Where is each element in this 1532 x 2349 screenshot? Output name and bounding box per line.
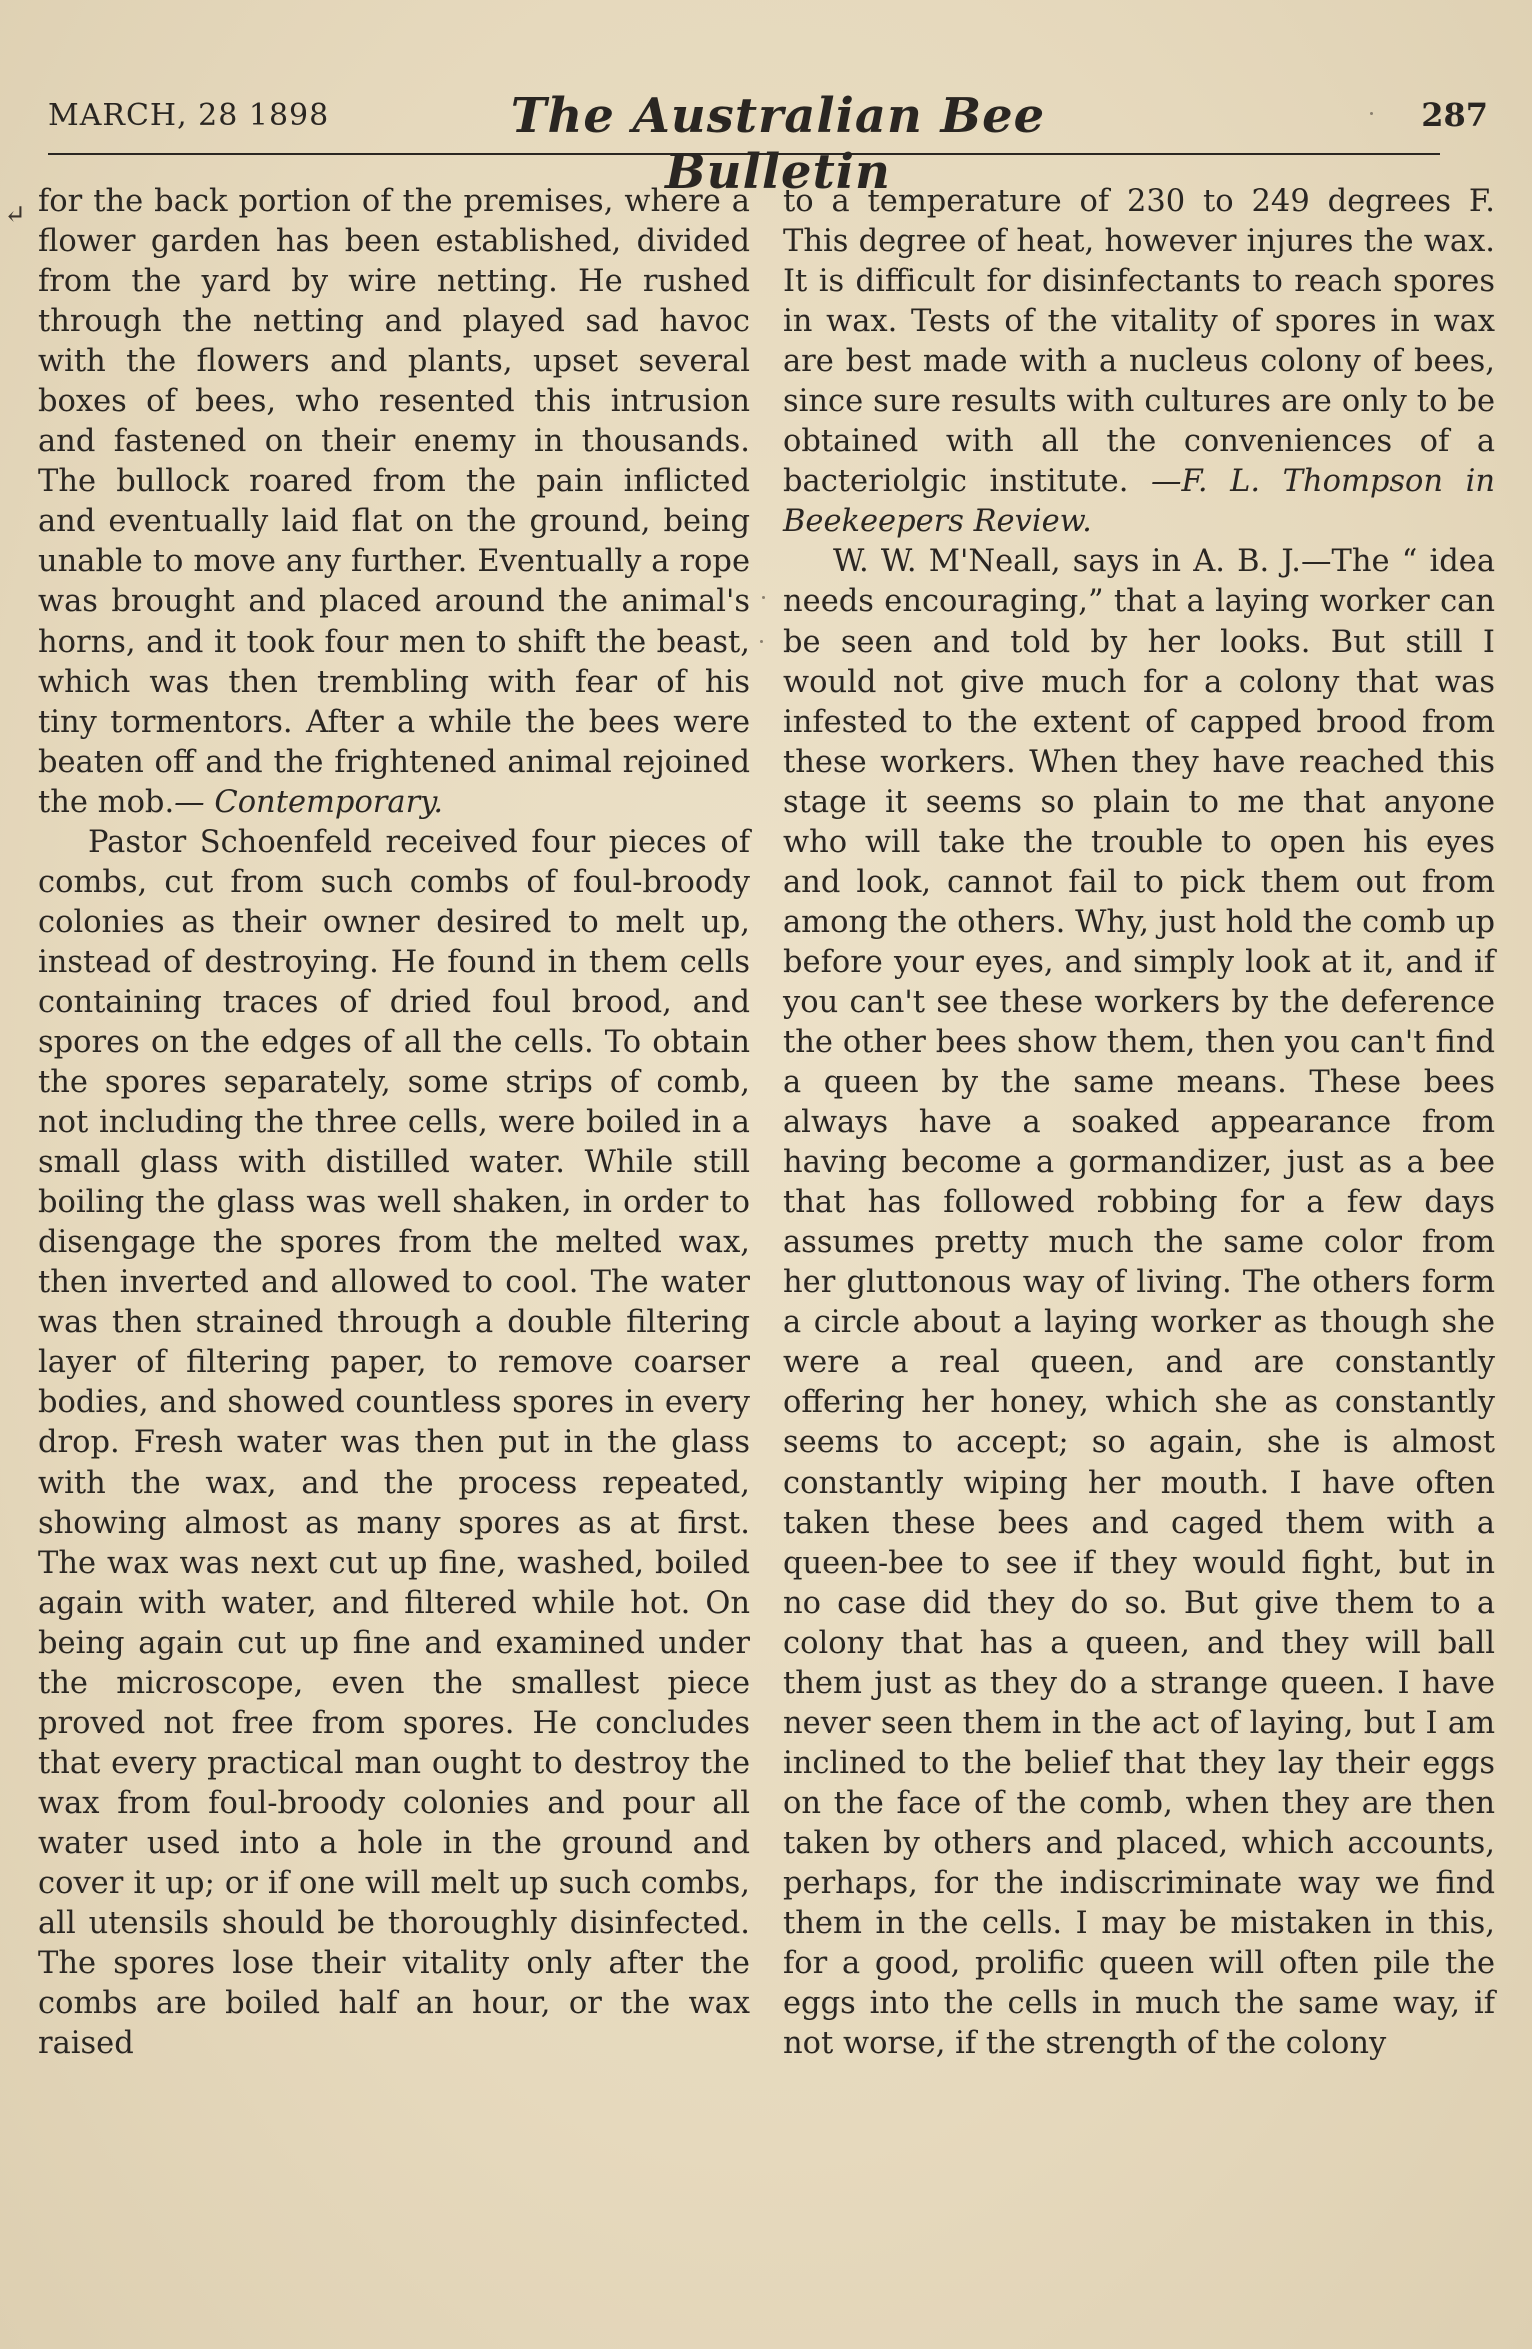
- page-header: [48, 88, 1488, 200]
- issue-date: MARCH, 28 1898: [48, 98, 330, 133]
- right-paragraph-1-text: to a temperature of 230 to 249 degrees F. This degree of heat, however injures the wax. It is difficult for disinfectants to reach spores in wax. Tests of the vitality of spores in wax are best made with a nucleus colony of bees, since sure results with cultures are only to be obtained with all the conveniences of a bacteriolgic institute.: [783, 184, 1495, 500]
- left-paragraph-1-text: for the back portion of the premises, where a flower garden has been established, divided from the yard by wire netting. He rushed through the netting and played sad havoc with the flowers and plants, upset several boxes of bees, who resented this intrusion and fastened on their enemy in thousands. The bullock roared from the pain inflicted and eventually laid flat on the ground, being unable to move any further. Eventually a rope was brought and placed around the animal's horns, and it took four men to shift the beast, which was then trembling with fear of his tiny tormentors. After a while the bees were beaten off and the frightened animal rejoined the mob.: [38, 184, 750, 820]
- left-paragraph-2: Pastor Schoenfeld received four pieces of combs, cut from such combs of foul-broody colonies as their owner desired to melt up, instead of destroying. He found in them cells containing traces of dried foul brood, and spores on the edges of all the cells. To obtain the spores separately, some strips of comb, not including the three cells, were boiled in a small glass with distilled water. While still boiling the glass was well shaken, in order to disengage the spores from the melted wax, then inverted and allowed to cool. The water was then strained through a double filtering layer of filtering paper, to remove coarser bodies, and showed countless spores in every drop. Fresh water was then put in the glass with the wax, and the process repeated, showing almost as many spores as at first. The wax was next cut up fine, washed, boiled again with water, and filtered while hot. On being again cut up fine and examined under the microscope, even the smallest piece proved not free from spores. He concludes that every practical man ought to destroy the wax from foul-broody colonies and pour all water used into a hole in the ground and cover it up; or if one will melt up such combs, all utensils should be thoroughly disinfected. The spores lose their vitality only after the combs are boiled half an hour, or the wax raised: [38, 824, 750, 2062]
- header-rule: [48, 153, 1440, 155]
- margin-mark: ↵: [4, 200, 26, 230]
- paper-speck: [760, 640, 763, 643]
- paper-speck: [1370, 112, 1373, 115]
- publication-title: The Australian Bee Bulletin: [510, 88, 1046, 200]
- left-paragraph-1-source: — Contemporary.: [174, 784, 444, 820]
- right-paragraph-1-source: —F. L. Thompson in Beekeepers Review.: [783, 464, 1495, 540]
- right-column: [783, 182, 1495, 2064]
- page-number: 287: [1421, 96, 1488, 134]
- right-paragraph-1: [783, 182, 1495, 542]
- paper-speck: [762, 596, 765, 599]
- right-paragraph-2: W. W. M'Neall, says in A. B. J.—The “ idea needs encouraging,” that a laying worker can be seen and told by her looks. But still I would not give much for a colony that was infested to the extent of capped brood from these workers. When they have reached this stage it seems so plain to me that anyone who will take the trouble to open his eyes and look, cannot fail to pick them out from among the others. Why, just hold the comb up before your eyes, and simply look at it, and if you can't see these workers by the deference the other bees show them, then you can't find a queen by the same means. These bees always have a soaked appearance from having become a gormandizer, just as a bee that has followed robbing for a few days assumes pretty much the same color from her gluttonous way of living. The others form a circle about a laying worker as though she were a real queen, and are constantly offering her honey, which she as constantly seems to accept; so again, she is almost constantly wiping her mouth. I have often taken these bees and caged them with a queen-bee to see if they would fight, but in no case did they do so. But give them to a colony that has a queen, and they will ball them just as they do a strange queen. I have never seen them in the act of laying, but I am inclined to the belief that they lay their eggs on the face of the comb, when they are then taken by others and placed, which accounts, perhaps, for the indiscriminate way we find them in the cells. I may be mistaken in this, for a good, prolific queen will often pile the eggs into the cells in much the same way, if not worse, if the strength of the colony: [783, 544, 1495, 2062]
- left-paragraph-1: [38, 182, 750, 823]
- left-column: [38, 182, 750, 2064]
